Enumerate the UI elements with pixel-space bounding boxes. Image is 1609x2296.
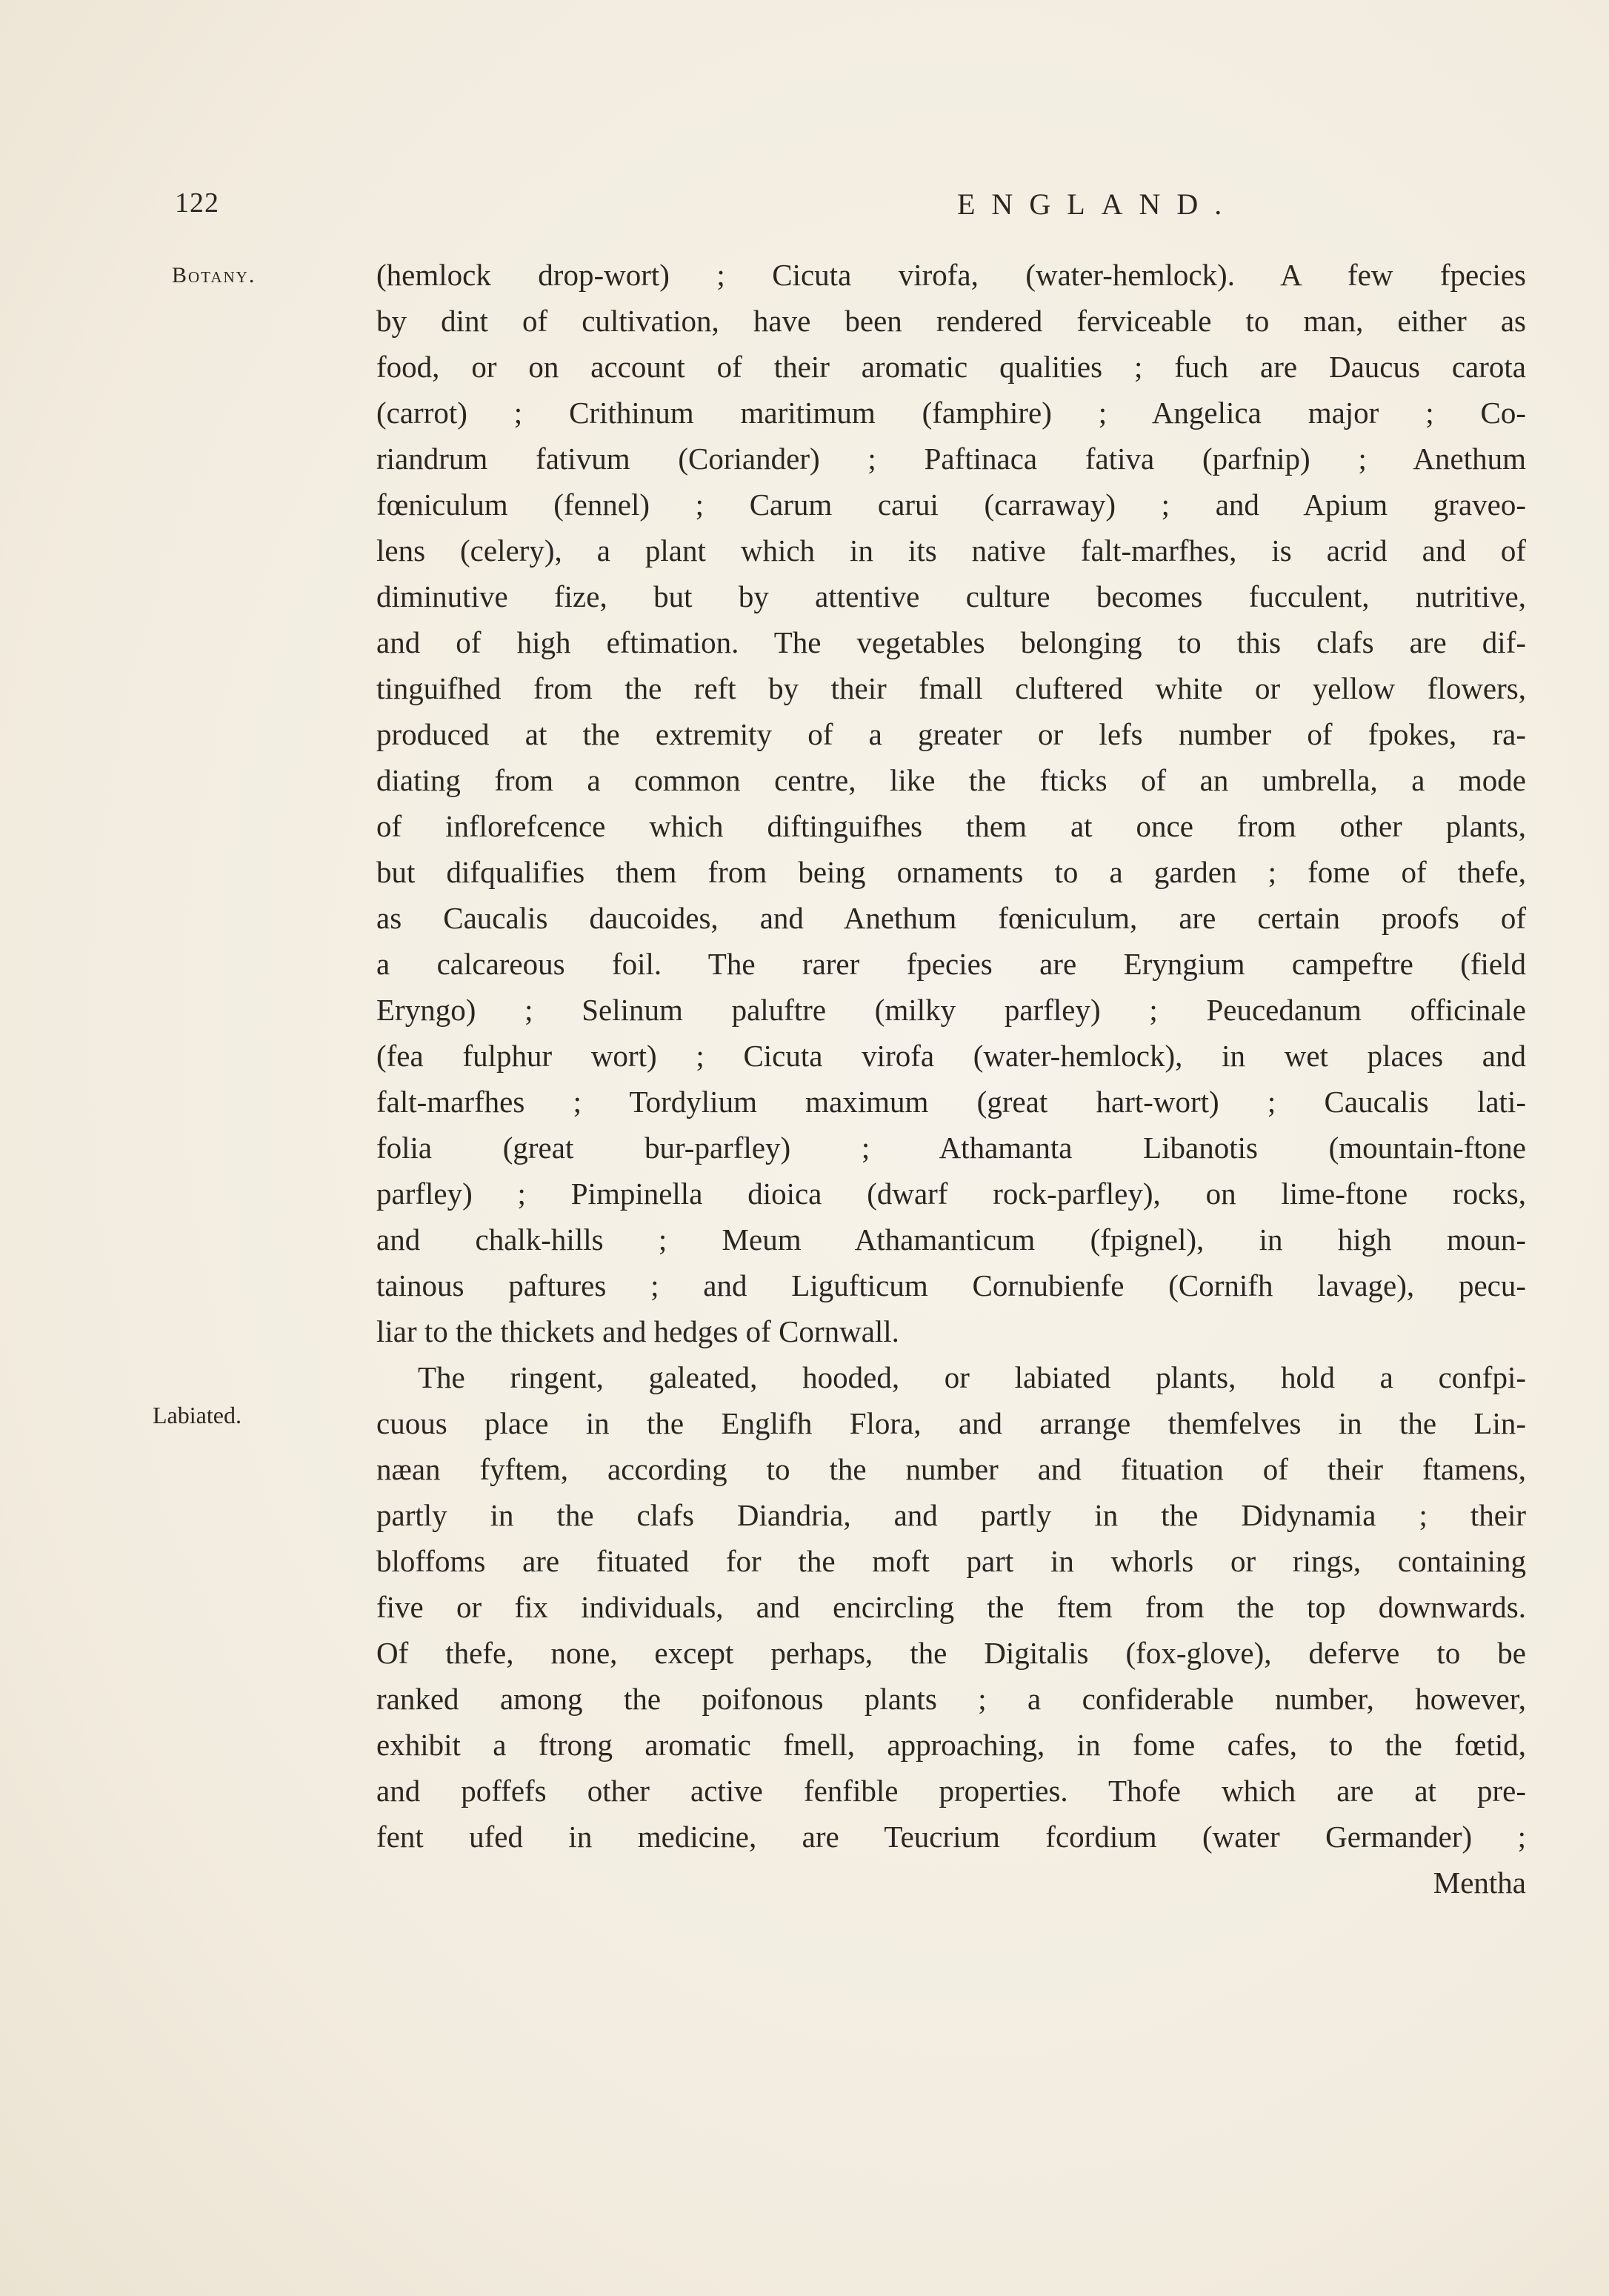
- text-line: by dint of cultivation, have been rendered ferviceable to man, either as: [376, 304, 1526, 338]
- text-line: fœniculum (fennel) ; Carum carui (carraway) ; and Apium graveo-: [376, 488, 1526, 522]
- text-line: as Caucalis daucoides, and Anethum fœniculum, are certain proofs of: [376, 901, 1526, 935]
- text-line: riandrum fativum (Coriander) ; Paftinaca fativa (parfnip) ; Anethum: [376, 442, 1526, 476]
- text-line: næan fyftem, according to the number and fituation of their ftamens,: [376, 1452, 1526, 1486]
- text-line: ranked among the poifonous plants ; a confiderable number, however,: [376, 1682, 1526, 1716]
- text-line: a calcareous foil. The rarer fpecies are Eryngium campeftre (field: [376, 947, 1526, 981]
- text-line: of inflorefcence which diftinguifhes them at once from other plants,: [376, 809, 1526, 843]
- text-line: (carrot) ; Crithinum maritimum (famphire) ; Angelica major ; Co-: [376, 396, 1526, 430]
- margin-note-botany: Botany.: [172, 263, 256, 287]
- text-line: and of high eftimation. The vegetables belonging to this clafs are dif-: [376, 625, 1526, 659]
- text-line: food, or on account of their aromatic qualities ; fuch are Daucus carota: [376, 350, 1526, 384]
- text-line: fent ufed in medicine, are Teucrium fcordium (water Germander) ;: [376, 1820, 1526, 1854]
- text-line: produced at the extremity of a greater or lefs number of fpokes, ra-: [376, 717, 1526, 751]
- page-header: [175, 187, 1508, 231]
- margin-note-labiated: Labiated.: [153, 1402, 241, 1428]
- text-line: five or fix individuals, and encircling the ftem from the top downwards.: [376, 1590, 1526, 1624]
- text-line: (fea fulphur wort) ; Cicuta virofa (water-hemlock), in wet places and: [376, 1039, 1526, 1073]
- text-line: diating from a common centre, like the fticks of an umbrella, a mode: [376, 763, 1526, 797]
- text-line: The ringent, galeated, hooded, or labiated plants, hold a confpi-: [418, 1360, 1526, 1394]
- text-line: (hemlock drop-wort) ; Cicuta virofa, (water-hemlock). A few fpecies: [376, 258, 1526, 292]
- text-line: partly in the clafs Diandria, and partly in the Didynamia ; their: [376, 1498, 1526, 1532]
- text-line: lens (celery), a plant which in its native falt-marfhes, is acrid and of: [376, 533, 1526, 568]
- text-line: tainous paftures ; and Ligufticum Cornubienfe (Cornifh lavage), pecu-: [376, 1268, 1526, 1302]
- running-title: ENGLAND.: [957, 187, 1239, 221]
- text-line: cuous place in the Englifh Flora, and arrange themfelves in the Lin-: [376, 1406, 1526, 1440]
- text-line: exhibit a ftrong aromatic fmell, approaching, in fome cafes, to the fœtid,: [376, 1728, 1526, 1762]
- body-text: [376, 252, 1526, 1906]
- text-line: folia (great bur-parfley) ; Athamanta Libanotis (mountain-ftone: [376, 1131, 1526, 1165]
- text-line: liar to the thickets and hedges of Cornwall.: [376, 1314, 899, 1348]
- text-line: and chalk-hills ; Meum Athamanticum (fpignel), in high moun-: [376, 1222, 1526, 1257]
- text-line: tinguifhed from the reft by their fmall cluftered white or yellow flowers,: [376, 671, 1526, 705]
- text-line: but difqualifies them from being ornaments to a garden ; fome of thefe,: [376, 855, 1526, 889]
- text-line: falt-marfhes ; Tordylium maximum (great hart-wort) ; Caucalis lati-: [376, 1085, 1526, 1119]
- text-line: bloffoms are fituated for the moft part in whorls or rings, containing: [376, 1544, 1526, 1578]
- text-line: and poffefs other active fenfible properties. Thofe which are at pre-: [376, 1774, 1526, 1808]
- text-line: parfley) ; Pimpinella dioica (dwarf rock-parfley), on lime-ftone rocks,: [376, 1177, 1526, 1211]
- page-number: 122: [175, 187, 219, 219]
- catchword: Mentha: [1433, 1866, 1526, 1900]
- text-line: Of thefe, none, except perhaps, the Digitalis (fox-glove), deferve to be: [376, 1636, 1526, 1670]
- text-line: diminutive fize, but by attentive culture becomes fucculent, nutritive,: [376, 579, 1526, 613]
- text-line: Eryngo) ; Selinum paluftre (milky parfley) ; Peucedanum officinale: [376, 993, 1526, 1027]
